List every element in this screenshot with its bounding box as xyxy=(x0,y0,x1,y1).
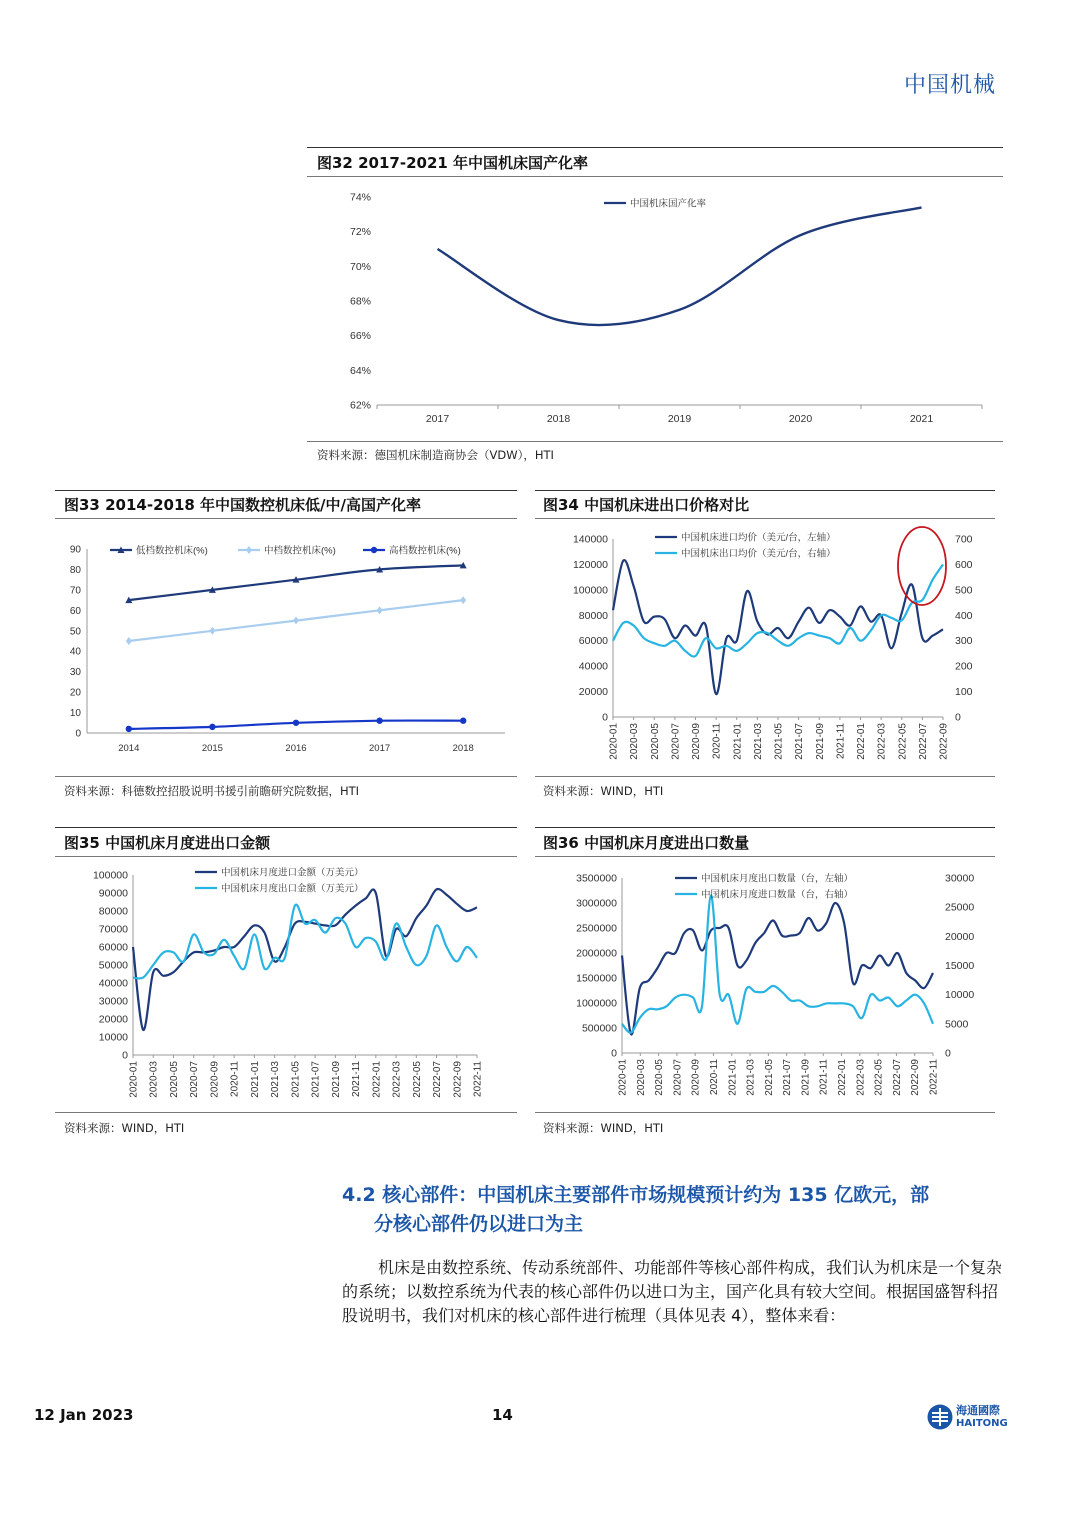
fig33-point xyxy=(460,718,466,724)
fig36-ytick-left-label: 2500000 xyxy=(576,922,617,935)
haitong-logo xyxy=(926,1403,1016,1433)
fig35-source: 资料来源：WIND，HTI xyxy=(64,1121,185,1135)
fig35-ytick-left-label: 100000 xyxy=(92,869,128,882)
fig36-xtick-label: 2022-11 xyxy=(928,1059,940,1095)
fig32-ytick-label: 74% xyxy=(349,191,371,204)
fig35-xtick-label: 2021-07 xyxy=(310,1061,322,1098)
fig35-xtick-label: 2021-09 xyxy=(330,1061,342,1098)
footer-date: 12 Jan 2023 xyxy=(34,1406,134,1424)
fig33-xtick-label: 2014 xyxy=(118,743,140,754)
fig36-xtick-label: 2020-05 xyxy=(654,1059,666,1096)
fig35-title: 图35 中国机床月度进出口金额 xyxy=(64,834,271,852)
fig33-bottom-rule xyxy=(55,776,517,777)
fig35-ytick-left-label: 80000 xyxy=(98,905,128,918)
fig36-ytick-left-label: 3500000 xyxy=(576,872,617,885)
fig35-xtick-label: 2022-05 xyxy=(411,1061,423,1098)
fig33-legend-mid-label: 中档数控机床(%) xyxy=(264,545,336,557)
fig34-source: 资料来源：WIND，HTI xyxy=(543,784,664,798)
fig34-ytick-left-label: 60000 xyxy=(578,635,608,648)
fig33-title-rule xyxy=(55,518,517,519)
fig34-top-rule xyxy=(535,490,995,491)
fig36-xtick-label: 2021-11 xyxy=(818,1059,830,1095)
fig34-xtick-label: 2021-11 xyxy=(835,723,847,759)
fig35-xtick-label: 2020-01 xyxy=(128,1061,140,1098)
fig35-xtick-label: 2021-03 xyxy=(270,1061,282,1098)
fig32-ytick-label: 70% xyxy=(349,260,371,273)
fig36-top-rule xyxy=(535,827,995,828)
fig35-legend-export-label: 中国机床月度出口金额（万美元） xyxy=(221,883,364,895)
fig34-title-rule xyxy=(535,518,995,519)
fig36-ytick-right-label: 5000 xyxy=(945,1018,969,1031)
fig35-title-rule xyxy=(55,856,517,857)
fig36-title: 图36 中国机床月度进出口数量 xyxy=(543,834,750,852)
fig33-legend-mid-marker xyxy=(246,546,252,554)
fig36-series-line-1 xyxy=(622,903,933,1034)
section-body-paragraph: 机床是由数控系统、传动系统部件、功能部件等核心部件构成，我们认为机床是一个复杂的系统；以数控系统为代表的核心部件仍以进口为主，国产化具有较大空间。根据国盛智科招股说明书，我们对机床的核心部件进行梳理（具体见表 4），整体来看： xyxy=(342,1258,1003,1325)
fig33-ytick-label: 80 xyxy=(69,564,81,576)
fig36-xtick-label: 2022-01 xyxy=(837,1059,849,1096)
fig34-xtick-label: 2020-03 xyxy=(629,723,641,760)
fig33-point xyxy=(293,617,299,625)
fig34-ytick-left-label: 20000 xyxy=(578,686,608,699)
fig33-ytick-label: 30 xyxy=(69,667,81,679)
fig36-ytick-left-label: 2000000 xyxy=(576,947,617,960)
fig33-legend-low-label: 低档数控机床(%) xyxy=(136,545,208,557)
fig34-xtick-label: 2022-05 xyxy=(897,723,909,760)
fig35-legend-import-label: 中国机床月度进口金额（万美元） xyxy=(221,867,364,879)
fig32-xtick-label: 2021 xyxy=(909,413,934,425)
fig34-xtick-label: 2021-05 xyxy=(773,723,785,760)
fig33-xtick-label: 2015 xyxy=(201,743,223,754)
fig35-xtick-label: 2021-01 xyxy=(249,1061,261,1098)
fig36-xtick-label: 2022-03 xyxy=(855,1059,867,1096)
fig35-top-rule xyxy=(55,827,517,828)
fig34-xtick-label: 2021-03 xyxy=(752,723,764,760)
fig34-ytick-right-label: 500 xyxy=(955,584,973,597)
fig36-xtick-label: 2021-03 xyxy=(745,1059,757,1096)
fig33-ytick-label: 60 xyxy=(69,605,81,617)
fig34-ytick-left-label: 80000 xyxy=(578,609,608,622)
fig34-ytick-right-label: 200 xyxy=(955,660,973,673)
fig35-ytick-left-label: 50000 xyxy=(98,959,128,972)
fig32-title-rule xyxy=(307,176,1003,177)
fig32-ytick-label: 62% xyxy=(349,399,371,412)
fig36-xtick-label: 2020-11 xyxy=(708,1059,720,1095)
section-heading-line2: 分核心部件仍以进口为主 xyxy=(374,1213,584,1235)
fig35-ytick-left-label: 10000 xyxy=(98,1031,128,1044)
fig36-xtick-label: 2021-01 xyxy=(727,1059,739,1096)
fig36-bottom-rule xyxy=(535,1112,995,1113)
fig35-xtick-label: 2022-01 xyxy=(371,1061,383,1098)
fig34-xtick-label: 2021-01 xyxy=(732,723,744,760)
fig33-source: 资料来源：科德数控招股说明书援引前瞻研究院数据，HTI xyxy=(64,784,360,798)
fig32-xtick-label: 2018 xyxy=(546,413,571,425)
fig33-point xyxy=(293,720,299,726)
fig36-ytick-right-label: 0 xyxy=(945,1047,951,1060)
fig32-chart xyxy=(307,180,1003,440)
fig34-xtick-label: 2021-09 xyxy=(814,723,826,760)
fig32-top-rule xyxy=(307,147,1003,148)
fig34-ytick-right-label: 600 xyxy=(955,558,973,571)
fig33-point xyxy=(376,718,382,724)
fig34-xtick-label: 2020-11 xyxy=(711,723,723,759)
fig36-ytick-left-label: 0 xyxy=(611,1047,617,1060)
fig35-ytick-left-label: 90000 xyxy=(98,887,128,900)
fig33-ytick-label: 10 xyxy=(69,708,81,720)
fig33-ytick-label: 90 xyxy=(69,544,81,556)
fig34-xtick-label: 2020-09 xyxy=(691,723,702,760)
fig33-point xyxy=(460,596,466,604)
section-heading-line1: 4.2 核心部件：中国机床主要部件市场规模预计约为 135 亿欧元，部 xyxy=(342,1184,930,1206)
fig34-chart xyxy=(535,520,995,776)
fig32-source: 资料来源：德国机床制造商协会（VDW），HTI xyxy=(317,448,554,462)
fig36-ytick-left-label: 1500000 xyxy=(576,972,617,985)
fig36-ytick-left-label: 3000000 xyxy=(576,897,617,910)
fig34-xtick-label: 2022-01 xyxy=(856,723,867,760)
fig36-chart xyxy=(535,858,995,1112)
fig34-ytick-left-label: 100000 xyxy=(572,584,608,597)
fig33-point xyxy=(209,627,215,635)
footer-page-number: 14 xyxy=(492,1406,513,1424)
fig35-series-line-2 xyxy=(133,905,477,979)
fig32-legend-label: 中国机床国产化率 xyxy=(630,198,707,210)
fig34-xtick-label: 2022-07 xyxy=(917,723,929,760)
fig36-ytick-right-label: 15000 xyxy=(945,960,975,972)
fig36-legend-export-label: 中国机床月度出口数量（台，左轴） xyxy=(701,873,854,885)
fig33-point xyxy=(126,726,132,732)
fig34-xtick-label: 2020-05 xyxy=(649,723,661,760)
fig32-title: 图32 2017-2021 年中国机床国产化率 xyxy=(317,154,589,172)
section-heading xyxy=(342,1181,1012,1239)
fig36-xtick-label: 2020-07 xyxy=(672,1059,684,1096)
fig33-ytick-label: 20 xyxy=(69,687,81,699)
fig32-bottom-rule xyxy=(307,441,1003,442)
fig32-ytick-label: 66% xyxy=(349,330,371,343)
fig34-bottom-rule xyxy=(535,776,995,777)
fig36-title-rule xyxy=(535,856,995,857)
haitong-logo-en: HAITONG xyxy=(956,1418,1008,1429)
fig33-legend-high-marker xyxy=(371,547,377,553)
fig33-title: 图33 2014-2018 年中国数控机床低/中/高国产化率 xyxy=(64,496,421,514)
fig33-point xyxy=(377,606,383,614)
fig35-xtick-label: 2021-11 xyxy=(351,1061,363,1097)
fig32-ytick-label: 68% xyxy=(349,295,371,308)
fig36-ytick-right-label: 30000 xyxy=(945,872,975,885)
fig34-highlight-circle xyxy=(898,527,946,605)
fig32-xtick-label: 2019 xyxy=(667,413,692,425)
fig34-legend-import-label: 中国机床进口均价（美元/台，左轴） xyxy=(681,532,836,544)
haitong-logo-icon xyxy=(926,1403,954,1431)
fig33-ytick-label: 40 xyxy=(69,646,81,658)
fig36-xtick-label: 2021-05 xyxy=(763,1059,775,1096)
fig34-ytick-right-label: 400 xyxy=(955,609,973,622)
fig35-xtick-label: 2021-05 xyxy=(290,1061,302,1098)
fig36-xtick-label: 2021-09 xyxy=(800,1059,812,1096)
fig32-xtick-label: 2020 xyxy=(788,413,813,425)
fig36-legend-import-label: 中国机床月度进口数量（台，右轴） xyxy=(701,889,854,901)
fig35-bottom-rule xyxy=(55,1112,517,1113)
fig34-series-line-1 xyxy=(613,560,943,694)
fig34-ytick-left-label: 120000 xyxy=(572,558,608,571)
fig33-ytick-label: 0 xyxy=(75,728,81,740)
fig35-ytick-left-label: 0 xyxy=(122,1049,128,1062)
fig33-xtick-label: 2016 xyxy=(285,743,307,754)
fig33-point xyxy=(126,637,132,645)
fig34-xtick-label: 2022-09 xyxy=(938,723,950,760)
fig33-top-rule xyxy=(55,490,517,491)
fig32-series-line xyxy=(438,207,922,325)
fig35-ytick-left-label: 40000 xyxy=(98,977,128,990)
fig35-xtick-label: 2022-07 xyxy=(432,1061,444,1098)
fig36-xtick-label: 2020-09 xyxy=(690,1059,702,1096)
fig35-xtick-label: 2020-03 xyxy=(148,1061,160,1098)
fig36-ytick-right-label: 25000 xyxy=(945,901,975,914)
fig33-xtick-label: 2017 xyxy=(369,743,391,754)
fig32-ytick-label: 64% xyxy=(349,364,371,377)
fig34-ytick-left-label: 40000 xyxy=(578,660,608,673)
fig34-ytick-left-label: 140000 xyxy=(572,533,608,546)
fig32-ytick-label: 72% xyxy=(349,226,371,239)
fig32-xtick-label: 2017 xyxy=(425,413,450,425)
fig34-ytick-right-label: 100 xyxy=(955,686,973,699)
fig33-ytick-label: 50 xyxy=(69,626,81,638)
fig35-ytick-left-label: 70000 xyxy=(98,923,128,936)
fig35-ytick-left-label: 20000 xyxy=(98,1013,128,1026)
fig34-xtick-label: 2020-01 xyxy=(608,723,620,760)
fig34-xtick-label: 2020-07 xyxy=(670,723,682,760)
fig35-chart xyxy=(55,858,517,1112)
fig34-title: 图34 中国机床进出口价格对比 xyxy=(543,496,750,514)
fig35-ytick-left-label: 60000 xyxy=(98,941,128,954)
fig33-chart xyxy=(55,520,517,776)
fig36-ytick-right-label: 20000 xyxy=(945,930,975,943)
fig36-xtick-label: 2021-07 xyxy=(782,1059,794,1096)
fig33-legend-high-label: 高档数控机床(%) xyxy=(389,545,461,557)
fig33-point xyxy=(209,724,215,730)
fig35-xtick-label: 2020-11 xyxy=(229,1061,241,1097)
fig34-ytick-right-label: 700 xyxy=(955,533,973,546)
fig35-xtick-label: 2022-09 xyxy=(452,1061,464,1098)
fig33-ytick-label: 70 xyxy=(69,585,81,597)
fig36-ytick-left-label: 1000000 xyxy=(576,997,617,1010)
fig36-xtick-label: 2020-03 xyxy=(635,1059,647,1096)
fig35-xtick-label: 2020-07 xyxy=(189,1061,201,1098)
fig34-ytick-left-label: 0 xyxy=(602,711,608,724)
fig35-xtick-label: 2022-11 xyxy=(472,1061,484,1097)
haitong-logo-cn: 海通國際 xyxy=(956,1404,1000,1417)
fig35-xtick-label: 2022-03 xyxy=(391,1061,403,1098)
fig34-ytick-right-label: 300 xyxy=(955,635,973,648)
fig36-xtick-label: 2022-07 xyxy=(891,1059,903,1096)
fig36-xtick-label: 2022-05 xyxy=(873,1059,885,1096)
fig33-series-line-1 xyxy=(129,565,463,600)
fig35-xtick-label: 2020-05 xyxy=(168,1061,180,1098)
fig34-xtick-label: 2022-03 xyxy=(876,723,888,760)
report-sector-title: 中国机械 xyxy=(903,73,996,98)
fig35-ytick-left-label: 30000 xyxy=(98,995,128,1008)
fig34-ytick-right-label: 0 xyxy=(955,711,961,724)
fig36-xtick-label: 2020-01 xyxy=(617,1059,629,1096)
fig36-ytick-right-label: 10000 xyxy=(945,989,975,1002)
fig34-legend-export-label: 中国机床出口均价（美元/台，右轴） xyxy=(681,548,836,560)
fig33-xtick-label: 2018 xyxy=(452,743,474,754)
fig34-xtick-label: 2021-07 xyxy=(794,723,806,760)
fig36-source: 资料来源：WIND，HTI xyxy=(543,1121,664,1135)
fig35-xtick-label: 2020-09 xyxy=(209,1061,221,1098)
fig36-ytick-left-label: 500000 xyxy=(581,1022,617,1035)
fig36-xtick-label: 2022-09 xyxy=(910,1059,922,1096)
